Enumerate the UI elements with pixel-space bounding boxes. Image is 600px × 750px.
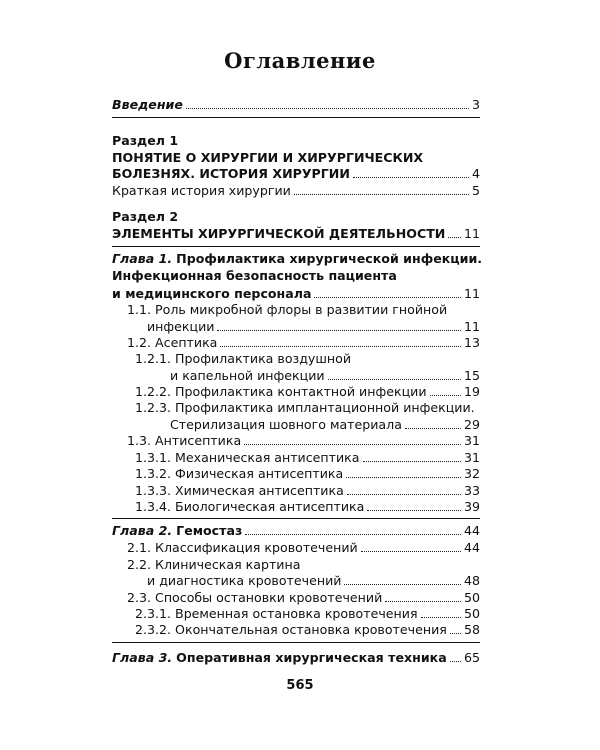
dot-leader	[346, 467, 461, 478]
dot-leader	[344, 574, 461, 585]
toc-entry-label: 1.3.2. Физическая антисептика	[135, 466, 344, 481]
toc-entry-page: 48	[463, 573, 480, 588]
dot-leader	[421, 607, 461, 618]
toc-entry-page: 4	[471, 166, 480, 181]
toc-entry-page: 39	[463, 499, 480, 514]
toc-entry-history[interactable]	[112, 181, 480, 201]
toc-entry-page: 58	[463, 622, 480, 637]
dot-leader	[405, 418, 461, 429]
toc-entry-label: 1.2.1. Профилактика воздушной	[135, 351, 352, 366]
dot-leader	[328, 369, 461, 380]
chapter-title: Гемостаз	[176, 523, 243, 538]
dot-leader	[220, 336, 461, 347]
separator-line	[112, 117, 480, 118]
toc-entry-chapter3[interactable]	[112, 648, 480, 668]
toc-entry-page: 3	[471, 97, 480, 112]
toc-entry-page: 50	[463, 590, 480, 605]
toc-entry-label: инфекции	[147, 319, 215, 334]
toc-entry-label: 1.2. Асептика	[127, 335, 218, 350]
dot-leader	[314, 287, 460, 298]
separator-line	[112, 642, 480, 643]
chapter-prefix: Глава 1.	[112, 251, 173, 266]
dot-leader	[450, 651, 461, 662]
toc-entry-page: 31	[463, 450, 480, 465]
toc-entry-label: 2.2. Клиническая картина	[127, 557, 301, 572]
dot-leader	[448, 227, 461, 238]
section-title-line: ПОНЯТИЕ О ХИРУРГИИ И ХИРУРГИЧЕСКИХ	[112, 150, 424, 165]
toc-entry-label: 1.3.3. Химическая антисептика	[135, 483, 344, 498]
dot-leader	[186, 98, 469, 109]
chapter-title: Профилактика хирургической инфекции.	[176, 251, 483, 266]
dot-leader	[385, 591, 461, 602]
toc-entry-label: и диагностика кровотечений	[147, 573, 342, 588]
dot-leader	[353, 167, 469, 178]
chapter-prefix: Глава 3.	[112, 650, 173, 665]
separator-line	[112, 246, 480, 247]
toc-entry-label: 2.3.1. Временная остановка кровотечения	[135, 606, 418, 621]
dot-leader	[217, 320, 460, 331]
toc-entry-page: 65	[463, 650, 480, 665]
dot-leader	[430, 385, 461, 396]
toc-entry-label: и капельной инфекции	[170, 368, 325, 383]
separator-line	[112, 518, 480, 519]
toc-entry-label: Краткая история хирургии	[112, 183, 291, 198]
toc-entry-page: 11	[463, 286, 480, 301]
dot-leader	[347, 484, 461, 495]
chapter-title-line: Инфекционная безопасность пациента	[112, 268, 397, 283]
toc-entry-label: 1.2.3. Профилактика имплантационной инфекции.	[135, 400, 475, 415]
dot-leader	[294, 184, 469, 195]
toc-entry-label: Введение	[112, 97, 183, 112]
toc-entry-page: 11	[463, 226, 480, 241]
section-heading: Раздел 2	[112, 209, 179, 224]
toc-entry-page: 29	[463, 417, 480, 432]
toc-entry-page: 11	[463, 319, 480, 334]
chapter-title: Оперативная хирургическая техника	[176, 650, 447, 665]
toc-entry-label: 1.2.2. Профилактика контактной инфекции	[135, 384, 427, 399]
toc-entry-label: 2.3.2. Окончательная остановка кровотечения	[135, 622, 447, 637]
toc-entry-label: 2.3. Способы остановки кровотечений	[127, 590, 383, 605]
dot-leader	[244, 434, 461, 445]
section-title-line: ЭЛЕМЕНТЫ ХИРУРГИЧЕСКОЙ ДЕЯТЕЛЬНОСТИ	[112, 226, 446, 241]
toc-entry[interactable]	[135, 497, 480, 517]
toc-entry[interactable]	[135, 620, 480, 640]
toc-entry-page: 13	[463, 335, 480, 350]
toc-entry-label: 1.1. Роль микробной флоры в развитии гнойной	[127, 302, 448, 317]
dot-leader	[361, 541, 461, 552]
toc-entry-label: Стерилизация шовного материала	[170, 417, 402, 432]
toc-entry-intro[interactable]	[112, 95, 480, 115]
toc-entry-page: 19	[463, 384, 480, 399]
toc-entry-page: 32	[463, 466, 480, 481]
page-number: 565	[286, 678, 314, 693]
chapter-prefix: Глава 2.	[112, 523, 173, 538]
section-heading: Раздел 1	[112, 133, 179, 148]
dot-leader	[245, 524, 461, 535]
toc-entry-page: 50	[463, 606, 480, 621]
toc-entry-page: 44	[463, 540, 480, 555]
toc-entry-page: 5	[471, 183, 480, 198]
toc-entry-label: 1.3.4. Биологическая антисептика	[135, 499, 365, 514]
toc-entry-label: 2.1. Классификация кровотечений	[127, 540, 358, 555]
toc-entry-label: 1.3. Антисептика	[127, 433, 242, 448]
dot-leader	[363, 451, 461, 462]
dot-leader	[367, 500, 461, 511]
page-title: Оглавление	[224, 48, 376, 73]
toc-entry-page: 44	[463, 523, 480, 538]
toc-entry-page: 15	[463, 368, 480, 383]
toc-entry-label: 1.3.1. Механическая антисептика	[135, 450, 360, 465]
dot-leader	[450, 623, 461, 634]
chapter-title-line: и медицинского персонала	[112, 286, 312, 301]
toc-entry-section2[interactable]	[112, 224, 480, 244]
toc-entry-page: 33	[463, 483, 480, 498]
toc-entry-page: 31	[463, 433, 480, 448]
section-title-line: БОЛЕЗНЯХ. ИСТОРИЯ ХИРУРГИИ	[112, 166, 350, 181]
